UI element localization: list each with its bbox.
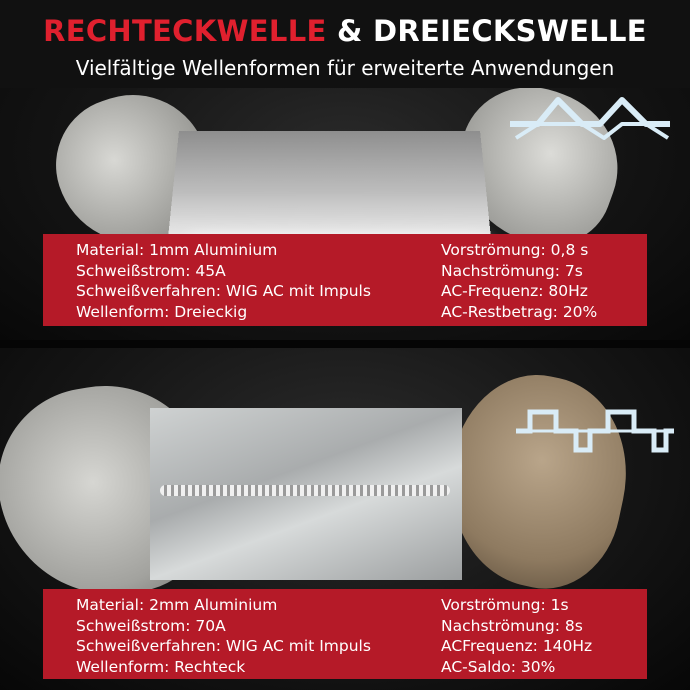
section-divider — [0, 340, 690, 348]
parameters-right-column — [441, 240, 597, 322]
parameters-right-column — [441, 595, 592, 677]
title-ampersand: & — [337, 14, 363, 48]
welding-process-value: Schweißverfahren: WIG AC mit Impuls — [76, 637, 371, 655]
pre-flow-value: Vorströmung: 1s — [441, 596, 569, 614]
welding-current-value: Schweißstrom: 70A — [76, 616, 226, 635]
ac-frequency-value: ACFrequenz: 140Hz — [441, 637, 593, 655]
triangle-wave-icon — [510, 94, 670, 144]
waveform-value: Wellenform: Rechteck — [76, 657, 246, 676]
parameters-left-column — [76, 240, 371, 322]
page-title — [0, 14, 690, 48]
title-square-wave: RECHTECKWELLE — [43, 14, 327, 48]
waveform-value: Wellenform: Dreieckig — [76, 302, 248, 321]
material-value: Material: 2mm Aluminium — [76, 596, 278, 614]
parameters-left-column — [76, 595, 371, 677]
header — [0, 0, 690, 88]
post-flow-value: Nachströmung: 8s — [441, 616, 583, 635]
page-subtitle: Vielfältige Wellenformen für erweiterte Anwendungen — [75, 56, 615, 80]
right-glove-image — [430, 360, 645, 602]
square-wave-parameters-box — [43, 589, 647, 679]
material-value: Material: 1mm Aluminium — [76, 241, 278, 259]
title-triangle-wave: DREIECKSWELLE — [373, 14, 647, 48]
post-flow-value: Nachströmung: 7s — [441, 261, 583, 280]
welding-current-value: Schweißstrom: 45A — [76, 261, 226, 280]
ac-frequency-value: AC-Frequenz: 80Hz — [441, 282, 588, 300]
triangle-wave-parameters-box — [43, 234, 647, 326]
ac-balance-value: AC-Saldo: 30% — [441, 657, 556, 676]
welding-process-value: Schweißverfahren: WIG AC mit Impuls — [76, 282, 371, 300]
square-wave-icon — [516, 406, 674, 456]
ac-balance-value: AC-Restbetrag: 20% — [441, 302, 598, 321]
weld-bead-image — [160, 485, 450, 496]
pre-flow-value: Vorströmung: 0,8 s — [441, 241, 589, 259]
